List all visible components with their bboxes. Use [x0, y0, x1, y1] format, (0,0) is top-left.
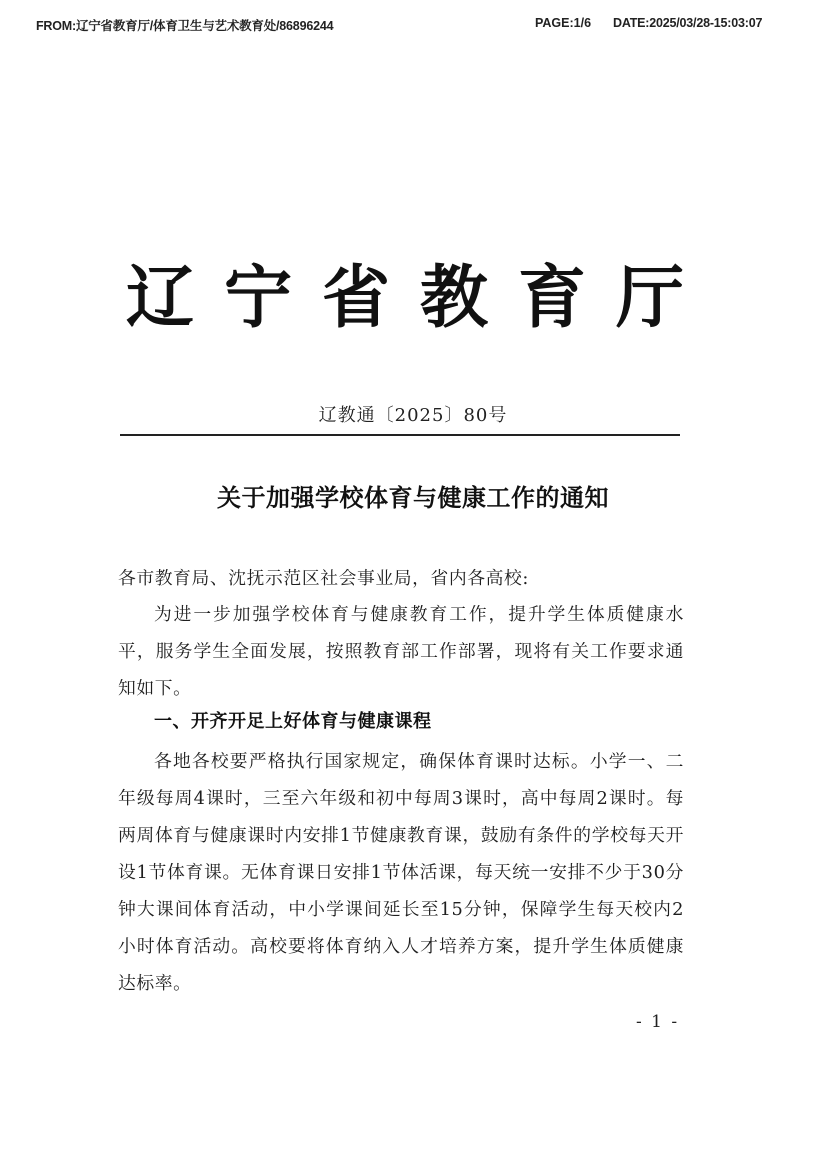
- section-heading: 一、开齐开足上好体育与健康课程: [154, 711, 432, 732]
- salutation: 各市教育局、沈抚示范区社会事业局，省内各高校:: [118, 568, 529, 589]
- fax-header: [0, 12, 826, 34]
- notice-title: 关于加强学校体育与健康工作的通知: [217, 483, 609, 512]
- fax-page-count: PAGE:1/6: [535, 16, 592, 30]
- document-number: 辽教通〔2025〕80号: [318, 405, 508, 426]
- fax-date: DATE:2025/03/28-15:03:07: [613, 16, 763, 30]
- organization-title: 辽宁省教育厅: [125, 258, 714, 338]
- page-number: - 1 -: [636, 1012, 680, 1032]
- section-body-paragraph: 各地各校要严格执行国家规定，确保体育课时达标。小学一、二年级每周4课时，三至六年级和初中每周3课时，高中每周2课时。每两周体育与健康课时内安排1节健康教育课，鼓励有条件的学校每天开设1节体育课。无体育课日安排1节体活课，每天统一安排不少于30分钟大课间体育活动，中小学课间延长至15分钟，保障学生每天校内2小时体育活动。高校要将体育纳入人才培养方案，提升学生体质健康达标率。: [118, 751, 684, 994]
- header-divider: [120, 434, 680, 436]
- intro-paragraph: 为进一步加强学校体育与健康教育工作，提升学生体质健康水平，服务学生全面发展，按照教育部工作部署，现将有关工作要求通知如下。: [118, 604, 684, 699]
- fax-sender: FROM:辽宁省教育厅/体育卫生与艺术教育处/86896244: [36, 19, 334, 33]
